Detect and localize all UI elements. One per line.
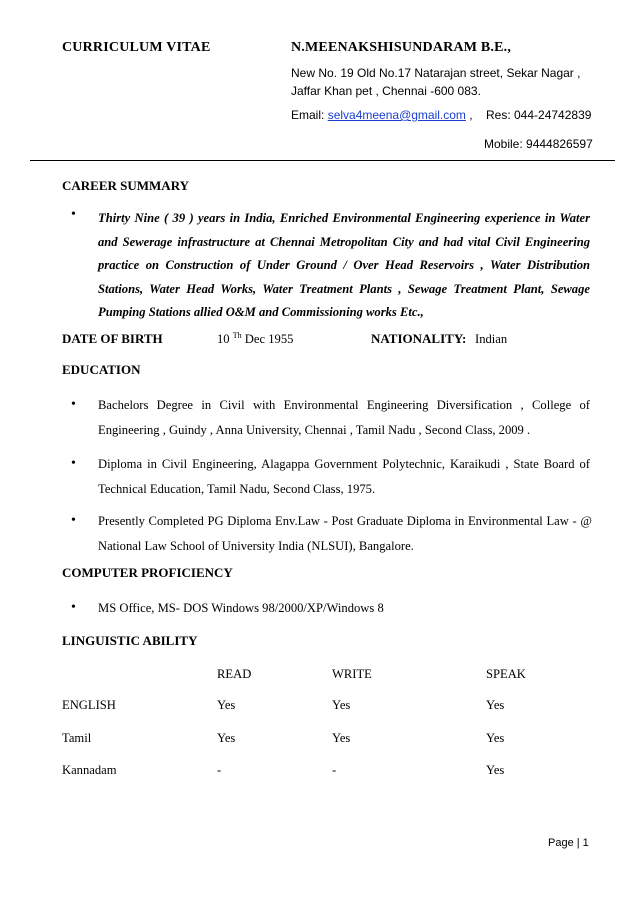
bullet-icon: • [71, 207, 76, 222]
linguistic-ability-heading: LINGUISTIC ABILITY [62, 633, 198, 648]
education-item: Presently Completed PG Diploma Env.Law - Post Graduate Diploma in Environmental Law - @ National Law School of University India (NLSUI), Bangalore. [98, 514, 592, 553]
dob-value [217, 331, 293, 347]
career-summary-text: Thirty Nine ( 39 ) years in India, Enriched Environmental Engineering experience in Water and Sewerage infrastructure at Chennai Metropolitan City and had vital Civil Engineering practice on Construction of Under Ground / Over Head Reservoirs , Water Distribution Stations, Water Head Works, Water Treatment Plants , Sewage Treatment Plant, Sewage Pumping Stations allied O&M and Commissioning works Etc., [98, 211, 590, 319]
language-read: - [217, 763, 222, 777]
column-header-speak: SPEAK [486, 667, 526, 681]
bullet-icon: • [71, 513, 76, 528]
language-read: Yes [217, 731, 236, 745]
nationality-value: Indian [475, 332, 508, 346]
computer-skill-item: MS Office, MS- DOS Windows 98/2000/XP/Windows 8 [98, 601, 384, 615]
address-line-1: New No. 19 Old No.17 Natarajan street, Sekar Nagar , [291, 66, 581, 80]
education-heading: EDUCATION [62, 362, 141, 377]
nationality-label: NATIONALITY: [371, 331, 467, 346]
language-read: Yes [217, 698, 236, 712]
language-write: Yes [332, 698, 351, 712]
dob-month-year: Dec 1955 [244, 332, 294, 347]
language-speak: Yes [486, 731, 505, 745]
language-name: ENGLISH [62, 698, 116, 712]
education-item: Diploma in Civil Engineering, Alagappa Government Polytechnic, Karaikudi , State Board of Technical Education, Tamil Nadu, Second Class, 1975. [98, 457, 590, 496]
dob-day: 10 [217, 332, 230, 347]
address-line-2: Jaffar Khan pet , Chennai -600 083. [291, 84, 481, 98]
language-write: - [332, 763, 337, 777]
header-divider [30, 160, 615, 161]
language-speak: Yes [486, 763, 505, 777]
language-write: Yes [332, 731, 351, 745]
bullet-icon: • [71, 600, 76, 615]
column-header-write: WRITE [332, 667, 372, 681]
bullet-icon: • [71, 397, 76, 412]
education-item: Bachelors Degree in Civil with Environmental Engineering Diversification , College of Engineering , Guindy , Anna University, Chennai , Tamil Nadu , Second Class, 2009 . [98, 398, 590, 437]
computer-proficiency-heading: COMPUTER PROFICIENCY [62, 565, 233, 580]
dob-label: DATE OF BIRTH [62, 331, 163, 346]
email-line [291, 108, 473, 122]
document-title: CURRICULUM VITAE [62, 40, 211, 55]
residence-phone: Res: 044-24742839 [486, 108, 592, 122]
column-header-read: READ [217, 667, 252, 681]
email-link[interactable]: selva4meena@gmail.com [327, 108, 466, 122]
language-name: Kannadam [62, 763, 117, 777]
dob-superscript: Th [232, 331, 242, 340]
candidate-name: N.MEENAKSHISUNDARAM B.E., [291, 40, 512, 55]
email-separator: , [465, 108, 473, 122]
career-summary-heading: CAREER SUMMARY [62, 178, 190, 193]
bullet-icon: • [71, 456, 76, 471]
page-number: Page | 1 [548, 837, 589, 849]
language-name: Tamil [62, 731, 92, 745]
language-speak: Yes [486, 698, 505, 712]
email-label: Email: [291, 108, 328, 122]
mobile-phone: Mobile: 9444826597 [484, 137, 593, 151]
